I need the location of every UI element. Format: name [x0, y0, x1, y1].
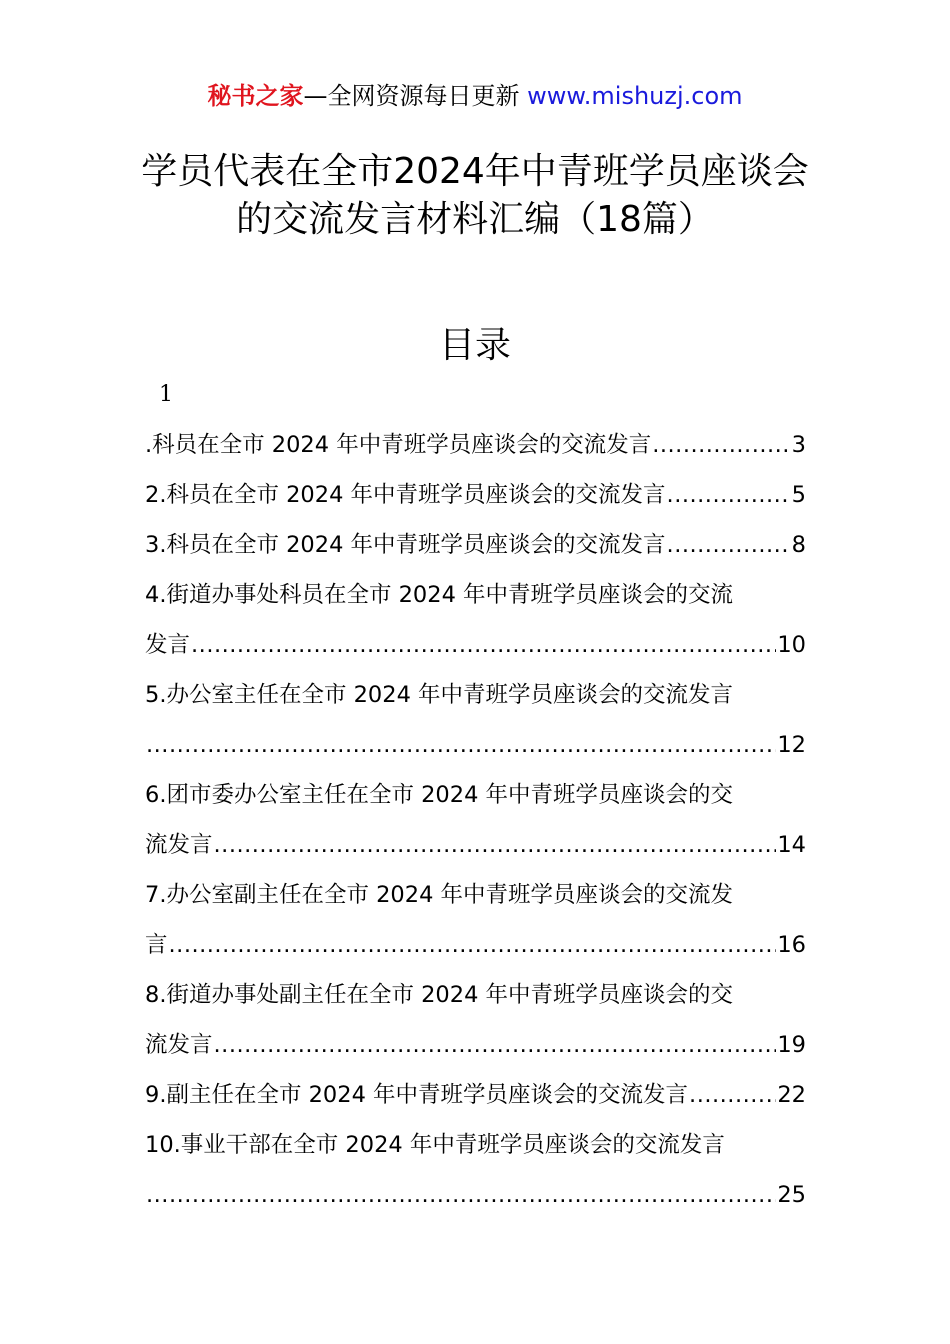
toc-entry-line-2[interactable]	[145, 620, 806, 670]
toc-entry-title-cont: 言	[145, 932, 168, 958]
toc-entry-title: 7.办公室副主任在全市 2024 年中青班学员座谈会的交流发	[145, 882, 734, 908]
toc-entry-page: 19	[777, 1032, 806, 1058]
toc-entry-title-cont: 流发言	[145, 832, 213, 858]
document-title	[0, 148, 950, 244]
toc-entry-title: 5.办公室主任在全市 2024 年中青班学员座谈会的交流发言	[145, 682, 734, 708]
toc-entry-title: 6.团市委办公室主任在全市 2024 年中青班学员座谈会的交	[145, 782, 734, 808]
table-of-contents	[145, 420, 806, 1220]
toc-entry-line-1[interactable]	[145, 1120, 806, 1170]
toc-leader-dots	[214, 820, 777, 870]
document-title-line-2: 的交流发言材料汇编（18篇）	[236, 199, 714, 240]
toc-entry-line-1[interactable]	[145, 570, 806, 620]
toc-entry-line-1[interactable]	[145, 770, 806, 820]
toc-entry-title: .科员在全市 2024 年中青班学员座谈会的交流发言	[145, 432, 652, 458]
toc-entry-title-cont: 流发言	[145, 1032, 213, 1058]
toc-heading: 目录	[438, 325, 511, 366]
toc-entry-page: 12	[777, 732, 806, 758]
toc-entry-line-2[interactable]	[145, 920, 806, 970]
site-url-link[interactable]: www.mishuzj.com	[527, 82, 743, 110]
toc-entry-title: 10.事业干部在全市 2024 年中青班学员座谈会的交流发言	[145, 1132, 725, 1158]
toc-entry-title: 8.街道办事处副主任在全市 2024 年中青班学员座谈会的交	[145, 982, 734, 1008]
toc-entry-page: 14	[777, 832, 806, 858]
toc-entry-page: 5	[791, 482, 806, 508]
site-header	[0, 80, 950, 112]
toc-entry[interactable]	[145, 1070, 806, 1120]
toc-leader-dots	[146, 720, 776, 770]
toc-entry-line-2[interactable]	[145, 820, 806, 870]
toc-leader-dots	[667, 520, 791, 570]
toc-entry-page: 25	[777, 1182, 806, 1208]
toc-entry[interactable]	[145, 470, 806, 520]
toc-leader-dots	[146, 1170, 776, 1220]
toc-leader-dots	[689, 1070, 776, 1120]
toc-entry-title: 9.副主任在全市 2024 年中青班学员座谈会的交流发言	[145, 1082, 689, 1108]
toc-entry-page: 3	[791, 432, 806, 458]
toc-entry-page: 10	[777, 632, 806, 658]
toc-entry-page: 16	[777, 932, 806, 958]
toc-entry-line-2[interactable]	[145, 720, 806, 770]
toc-entry-title: 2.科员在全市 2024 年中青班学员座谈会的交流发言	[145, 482, 666, 508]
toc-entry-title-cont: 发言	[145, 632, 191, 658]
toc-entry-page: 22	[777, 1082, 806, 1108]
toc-entry-line-2[interactable]	[145, 1170, 806, 1220]
toc-entry-line-1[interactable]	[145, 870, 806, 920]
toc-entry-title: 3.科员在全市 2024 年中青班学员座谈会的交流发言	[145, 532, 666, 558]
stray-number: 1	[159, 382, 173, 407]
toc-leader-dots	[214, 1020, 777, 1070]
toc-entry-title: 4.街道办事处科员在全市 2024 年中青班学员座谈会的交流	[145, 582, 734, 608]
site-tagline: —全网资源每日更新	[303, 82, 528, 110]
toc-leader-dots	[191, 620, 776, 670]
document-title-line-1: 学员代表在全市2024年中青班学员座谈会	[141, 151, 809, 192]
toc-leader-dots	[169, 920, 777, 970]
toc-entry-line-2[interactable]	[145, 1020, 806, 1070]
toc-entry[interactable]	[145, 520, 806, 570]
site-brand: 秘书之家	[207, 82, 304, 110]
toc-entry-page: 8	[791, 532, 806, 558]
toc-entry-line-1[interactable]	[145, 970, 806, 1020]
toc-leader-dots	[667, 470, 791, 520]
toc-entry[interactable]	[145, 420, 806, 470]
toc-leader-dots	[652, 420, 790, 470]
toc-entry-line-1[interactable]	[145, 670, 806, 720]
